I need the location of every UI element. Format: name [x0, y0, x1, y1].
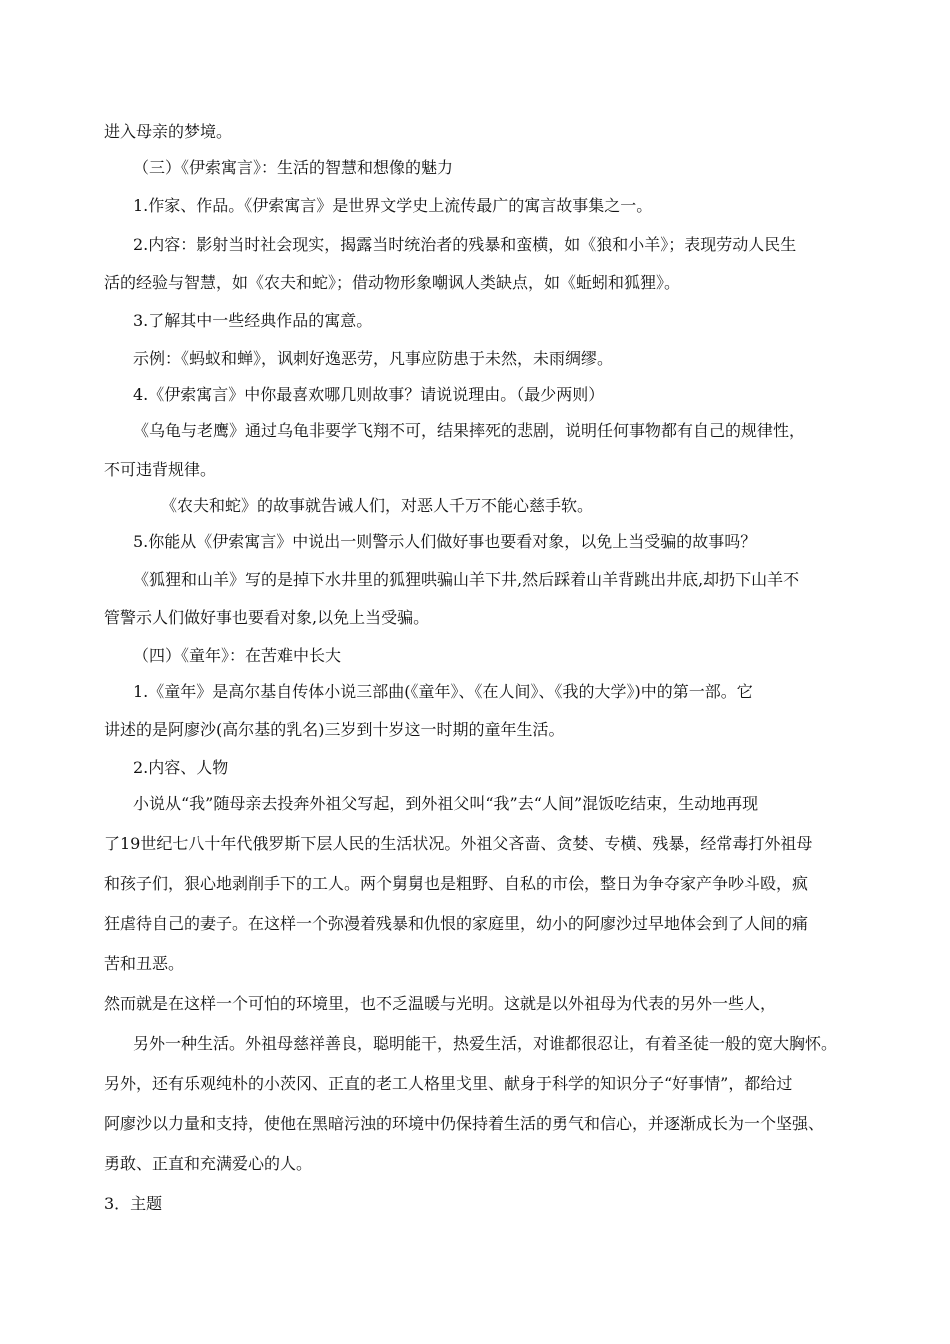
- text-line: 《乌龟与老鹰》通过乌龟非要学飞翔不可，结果摔死的悲剧，说明任何事物都有自己的规律性，: [133, 421, 806, 440]
- text-line: 另外，还有乐观纯朴的小茨冈、正直的老工人格里戈里、献身于科学的知识分子“好事情”，都给过: [104, 1074, 793, 1093]
- text-line: 示例：《蚂蚁和蝉》，讽刺好逸恶劳，凡事应防患于未然，未雨绸缪。: [133, 349, 614, 368]
- text-line: 狂虐待自己的妻子。在这样一个弥漫着残暴和仇恨的家庭里，幼小的阿廖沙过早地体会到了人间的痛: [104, 914, 809, 933]
- text-line: 另外一种生活。外祖母慈祥善良，聪明能干，热爱生活，对谁都很忍让，有着圣徒一般的宽大胸怀。: [133, 1034, 838, 1053]
- text-line: 进入母亲的梦境。: [104, 122, 233, 141]
- text-line: 勇敢、正直和充满爱心的人。: [104, 1154, 313, 1173]
- text-line: 1.《童年》是高尔基自传体小说三部曲(《童年》、《在人间》、《我的大学》)中的第一部。它: [133, 682, 753, 701]
- text-line: 阿廖沙以力量和支持，使他在黑暗污浊的环境中仍保持着生活的勇气和信心，并逐渐成长为一个坚强、: [104, 1114, 825, 1133]
- text-line: 和孩子们，狠心地剥削手下的工人。两个舅舅也是粗野、自私的市侩，整日为争夺家产争吵斗殴，疯: [104, 874, 809, 893]
- text-line: 不可违背规律。: [104, 460, 217, 479]
- text-line: 苦和丑恶。: [104, 954, 185, 973]
- section-heading-childhood: （四）《童年》：在苦难中长大: [133, 646, 342, 665]
- text-line: 《农夫和蛇》的故事就告诫人们，对恶人千万不能心慈手软。: [161, 496, 594, 515]
- section-heading-aesop: （三）《伊索寓言》：生活的智慧和想像的魅力: [133, 158, 454, 177]
- text-line: 2.内容、人物: [133, 758, 229, 777]
- text-line: 讲述的是阿廖沙(高尔基的乳名)三岁到十岁这一时期的童年生活。: [104, 720, 565, 739]
- text-line: 《狐狸和山羊》写的是掉下水井里的狐狸哄骗山羊下井,然后踩着山羊背跳出井底,却扔下山羊不: [133, 570, 800, 589]
- text-line: 了19世纪七八十年代俄罗斯下层人民的生活状况。外祖父吝啬、贪婪、专横、残暴，经常毒打外祖母: [104, 834, 813, 853]
- text-line: 5.你能从《伊索寓言》中说出一则警示人们做好事也要看对象，以免上当受骗的故事吗？: [133, 532, 757, 551]
- text-line: 3.了解其中一些经典作品的寓意。: [133, 311, 373, 330]
- text-line: 1.作家、作品。《伊索寓言》是世界文学史上流传最广的寓言故事集之一。: [133, 196, 653, 215]
- text-line: 3．主题: [104, 1194, 163, 1213]
- text-line: 然而就是在这样一个可怕的环境里，也不乏温暖与光明。这就是以外祖母为代表的另外一些人，: [104, 994, 777, 1013]
- text-line: 4.《伊索寓言》中你最喜欢哪几则故事？请说说理由。（最少两则）: [133, 385, 605, 404]
- text-line: 管警示人们做好事也要看对象,以免上当受骗。: [104, 608, 430, 627]
- text-line: 2.内容：影射当时社会现实，揭露当时统治者的残暴和蛮横，如《狼和小羊》；表现劳动人民生: [133, 235, 797, 254]
- text-line: 活的经验与智慧，如《农夫和蛇》；借动物形象嘲讽人类缺点，如《蚯蚓和狐狸》。: [104, 273, 681, 292]
- text-line: 小说从“我”随母亲去投奔外祖父写起，到外祖父叫“我”去“人间”混饭吃结束，生动地再现: [133, 794, 759, 813]
